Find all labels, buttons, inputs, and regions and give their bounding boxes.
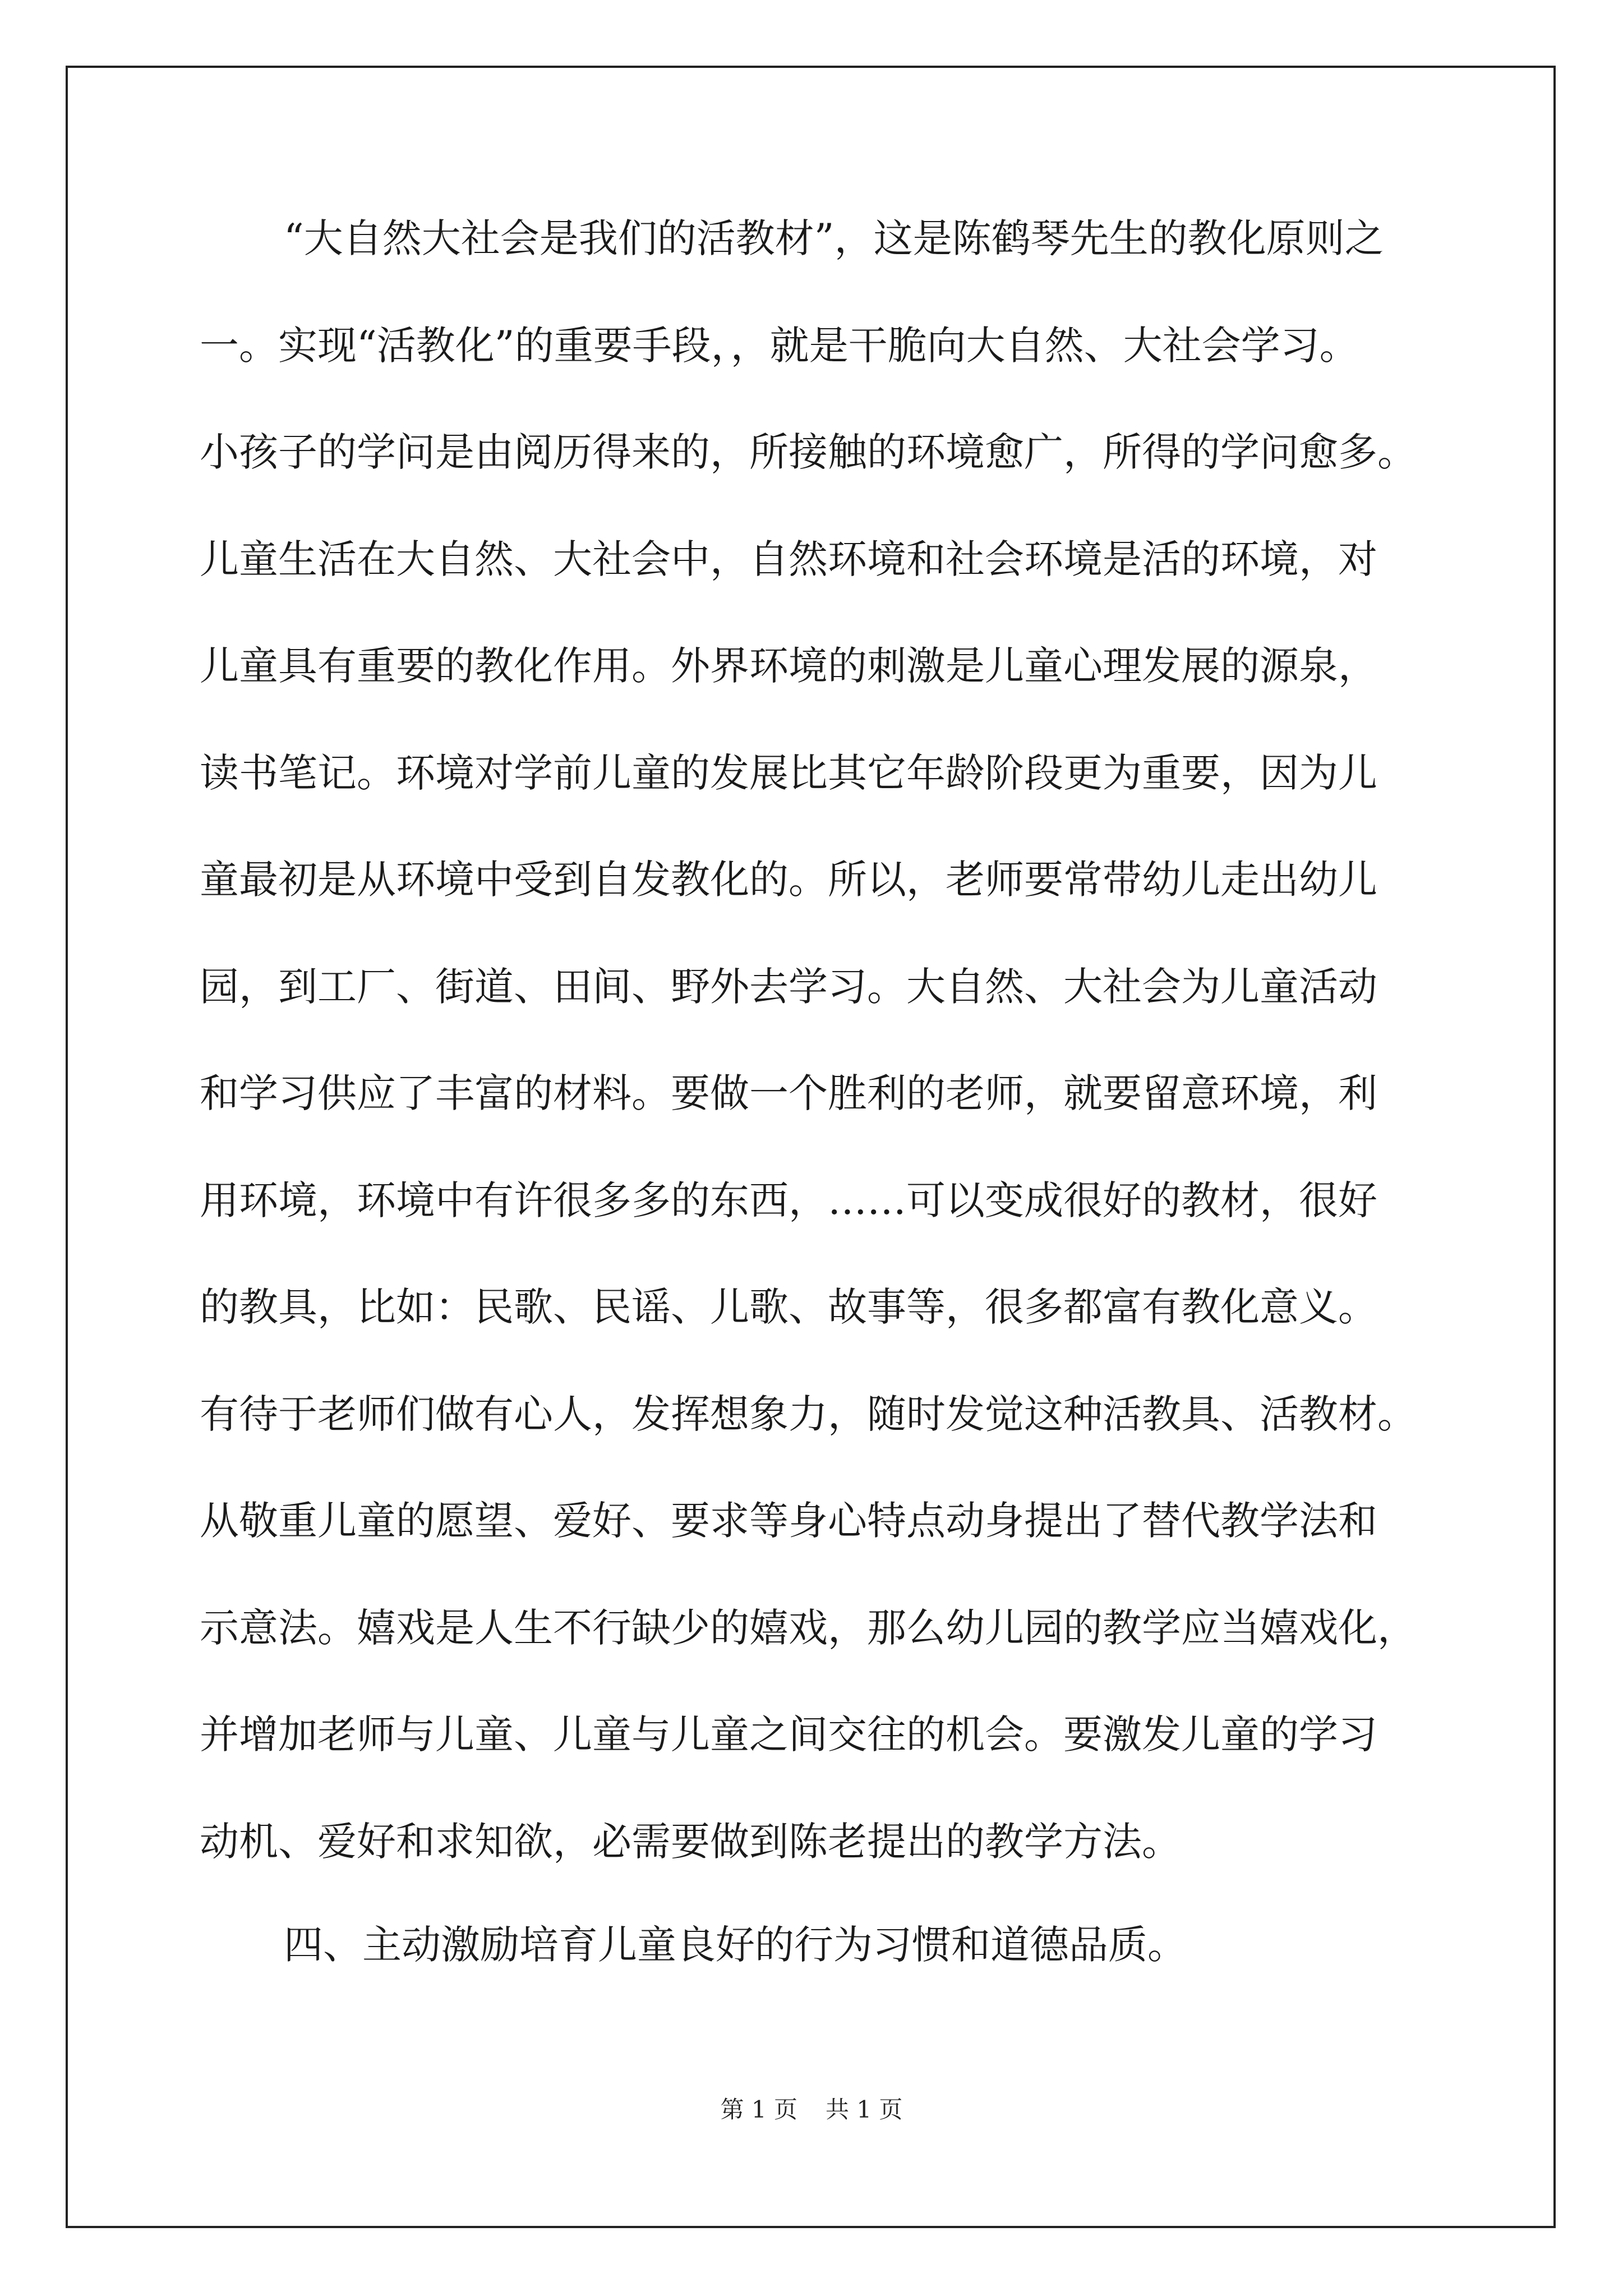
paragraph-line: 动机、爱好和求知欲，必需要做到陈老提出的教学方法。 xyxy=(200,1818,1181,1865)
paragraph-line: 从敬重儿童的愿望、爱好、要求等身心特点动身提出了替代教学法和 xyxy=(200,1498,1377,1544)
paragraph-line: 童最初是从环境中受到自发教化的。所以，老师要常带幼儿走出幼儿 xyxy=(200,857,1377,903)
paragraph-line: 小孩子的学问是由阅历得来的，所接触的环境愈广，所得的学问愈多。 xyxy=(200,429,1417,475)
paragraph-line: 园，到工厂、街道、田间、野外去学习。大自然、大社会为儿童活动 xyxy=(200,963,1377,1010)
page-number: 第 1 页 xyxy=(720,2096,797,2123)
paragraph-line: 一。实现“活教化”的重要手段，，就是干脆向大自然、大社会学习。 xyxy=(200,322,1359,369)
paragraph-line: 并增加老师与儿童、儿童与儿童之间交往的机会。要激发儿童的学习 xyxy=(200,1711,1377,1757)
paragraph-line: 有待于老师们做有心人，发挥想象力，随时发觉这种活教具、活教材。 xyxy=(200,1391,1417,1437)
body-paragraph xyxy=(200,215,1433,1929)
paragraph-line: 儿童具有重要的教化作用。外界环境的刺激是儿童心理发展的源泉， xyxy=(200,643,1377,689)
page-footer xyxy=(0,2091,1623,2125)
paragraph-line: 用环境，环境中有许很多多的东西，……可以变成很好的教材，很好 xyxy=(200,1177,1377,1223)
paragraph-line: 示意法。嬉戏是人生不行缺少的嬉戏，那么幼儿园的教学应当嬉戏化， xyxy=(200,1604,1417,1651)
paragraph-line: “大自然大社会是我们的活教材”，这是陈鹤琴先生的教化原则之 xyxy=(284,215,1384,261)
page-total: 共 1 页 xyxy=(826,2096,903,2123)
paragraph-line: 和学习供应了丰富的材料。要做一个胜利的老师，就要留意环境，利 xyxy=(200,1070,1377,1116)
paragraph-line: 儿童生活在大自然、大社会中，自然环境和社会环境是活的环境，对 xyxy=(200,536,1377,582)
section-heading: 四、主动激励培育儿童良好的行为习惯和道德品质。 xyxy=(284,1922,1187,1968)
paragraph-line: 的教具，比如：民歌、民谣、儿歌、故事等，很多都富有教化意义。 xyxy=(200,1284,1377,1330)
paragraph-line: 读书笔记。环境对学前儿童的发展比其它年龄阶段更为重要，因为儿 xyxy=(200,749,1377,796)
